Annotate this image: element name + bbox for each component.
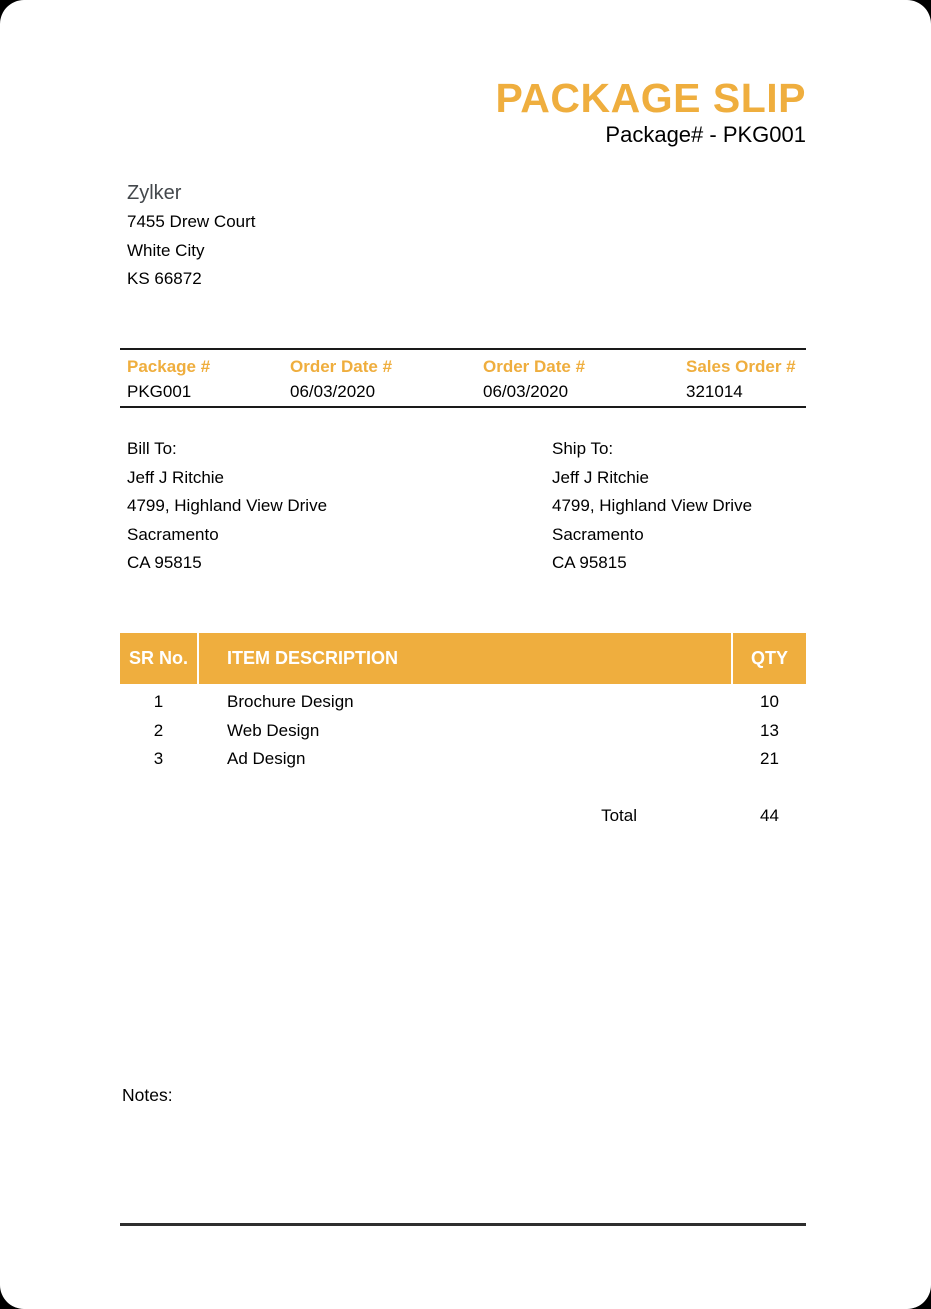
- company-address-line: 7455 Drew Court: [127, 212, 256, 231]
- ship-to-block: [545, 435, 806, 578]
- items-table: [120, 633, 806, 830]
- items-table-header: [120, 633, 806, 684]
- item-description: Web Design: [227, 720, 320, 740]
- items-header-sr-no: SR No.: [128, 648, 188, 668]
- table-row: [120, 745, 806, 774]
- details-header-package: Package #: [127, 357, 211, 376]
- items-header-qty: QTY: [750, 648, 788, 668]
- bill-to-label: Bill To:: [127, 439, 177, 458]
- item-description: Brochure Design: [227, 692, 354, 711]
- company-block: [127, 180, 256, 294]
- package-number-subtitle: Package# - PKG001: [605, 122, 806, 147]
- bill-to-line: 4799, Highland View Drive: [127, 496, 328, 515]
- total-label: Total: [601, 805, 637, 825]
- details-header-sales-order: Sales Order #: [686, 357, 796, 376]
- bill-to-line: Sacramento: [127, 524, 219, 544]
- ship-to-line: CA 95815: [552, 553, 627, 572]
- total-spacer: [637, 802, 733, 831]
- details-value-sales-order: 321014: [686, 382, 743, 401]
- total-row: [120, 802, 806, 831]
- bill-to-block: [120, 435, 545, 578]
- details-value-package: PKG001: [127, 382, 192, 401]
- items-table-body: [120, 684, 806, 774]
- company-address-line: KS 66872: [127, 269, 202, 288]
- ship-to-line: 4799, Highland View Drive: [552, 496, 753, 515]
- details-header-order-date-1: Order Date #: [290, 357, 393, 376]
- details-value-order-date-1: 06/03/2020: [290, 382, 376, 401]
- details-header-row: [120, 349, 806, 379]
- company-name: Zylker: [127, 182, 182, 204]
- table-row: [120, 717, 806, 746]
- total-qty-value: 44: [760, 805, 779, 825]
- item-qty: 13: [760, 720, 779, 740]
- item-qty: 10: [760, 692, 779, 711]
- item-qty: 21: [760, 749, 779, 768]
- addresses-section: [120, 435, 806, 578]
- details-header-order-date-2: Order Date #: [483, 357, 586, 376]
- notes-label: Notes:: [122, 1085, 173, 1105]
- items-header-description: ITEM DESCRIPTION: [197, 633, 733, 684]
- item-sr-no: 2: [153, 720, 164, 740]
- order-details-table: [120, 348, 806, 408]
- company-address-line: White City: [127, 240, 205, 260]
- footer-divider: [120, 1223, 806, 1226]
- item-sr-no: 1: [153, 692, 164, 711]
- ship-to-line: Jeff J Ritchie: [552, 467, 650, 487]
- details-value-row: [120, 379, 806, 407]
- details-value-order-date-2: 06/03/2020: [483, 382, 569, 401]
- bill-to-line: CA 95815: [127, 553, 202, 572]
- company-address: [127, 208, 256, 294]
- document-header: [496, 76, 807, 148]
- table-row: [120, 688, 806, 717]
- item-description: Ad Design: [227, 749, 306, 768]
- bill-to-line: Jeff J Ritchie: [127, 467, 225, 487]
- ship-to-label: Ship To:: [552, 439, 614, 458]
- item-sr-no: 3: [153, 749, 164, 768]
- ship-to-line: Sacramento: [552, 524, 644, 544]
- page-title: PACKAGE SLIP: [495, 75, 806, 121]
